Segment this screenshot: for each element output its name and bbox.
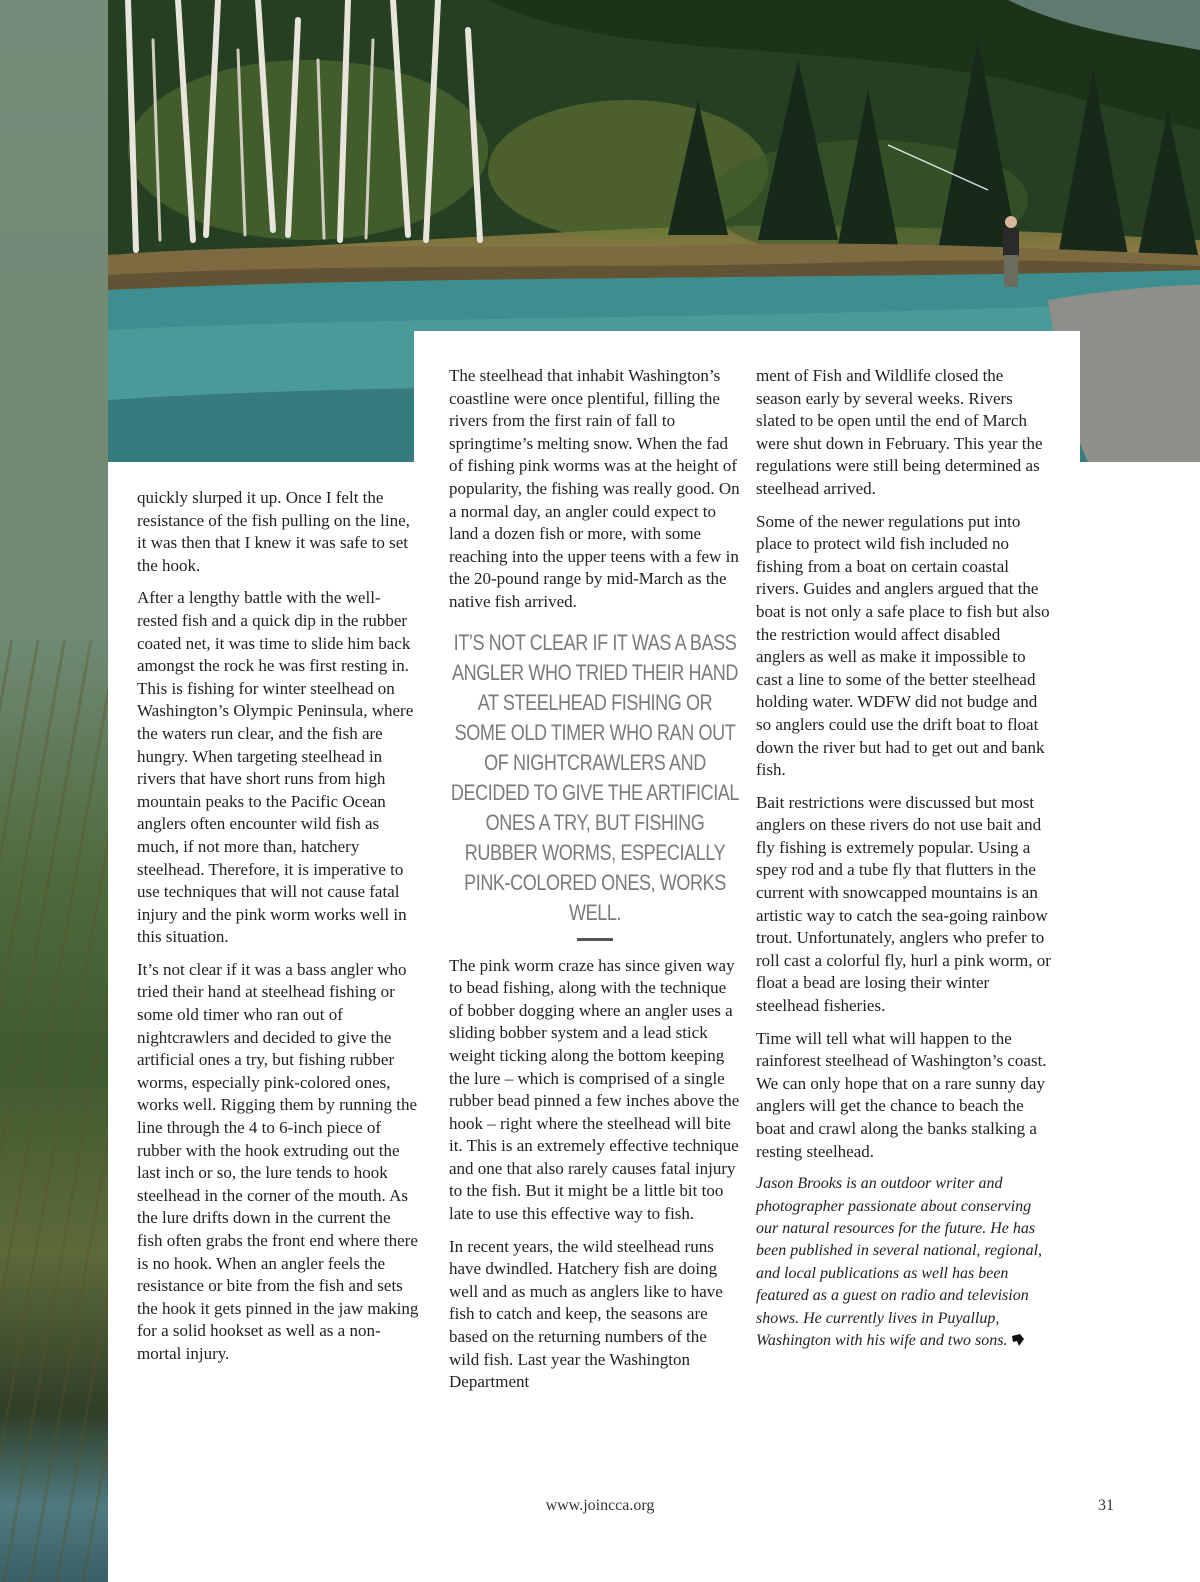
article-paragraph: In recent years, the wild steelhead runs have dwindled. Hatchery fish are doing well and as much as anglers like to have fish to catch and keep, the seasons are based on the returning numbers of the wild fish. Last year the Washington Department <box>449 1236 723 1392</box>
article-paragraph: Some of the newer regulations put into place to protect wild fish included no fishing from a boat on certain coastal rivers. Guides and anglers argued that the boat is not only a safe place to fish but also the restriction would affect disabled anglers as well as make it impossible to cast a line to some of the better steelhead holding water. WDFW did not budge and so anglers could use the drift boat to float down the river but had to get out and bank fish. <box>756 511 1050 780</box>
author-bio <box>756 1173 1052 1352</box>
article-paragraph: It’s not clear if it was a bass angler who tried their hand at steelhead fishing or some old timer who ran out of nightcrawlers and decided to give the artificial ones a try, but fishing rubber worms, especially pink-colored ones, works well. Rigging them by running the line through the 4 to 6-inch piece of rubber with the hook extruding out the last inch or so, the lure tends to hook steelhead in the corner of the mouth. As the lure drifts down in the current the fish often grabs the front end where there is no hook. When an angler feels the resistance or bite from the fish and sets the hook it gets pinned in the jaw making for a solid hookset as well as a non-mortal injury. <box>137 959 419 1363</box>
end-mark-icon <box>1011 1333 1025 1347</box>
left-forest-photo <box>0 640 108 1582</box>
article-paragraph: The pink worm craze has since given way to bead fishing, along with the technique of bobber dogging where an angler uses a sliding bobber system and a lead stick weight ticking along the bottom keeping the lure – which is comprised of a single rubber bead pinned a few inches above the hook – right where the steelhead will bite it. This is an extremely effective technique and one that also rarely causes fatal injury to the fish. But it might be a little bit too late to use this effective way to fish. <box>449 955 740 1224</box>
article-column-1 <box>137 487 419 1376</box>
author-bio-text: Jason Brooks is an outdoor writer and photographer passionate about conserving our natural resources for the future. He has been published in several national, regional, and local publications as well has been featured as a guest on radio and television shows. He currently lives in Puyallup, Washington with his wife and two sons. <box>756 1175 1043 1350</box>
pull-quote-divider <box>577 938 613 941</box>
article-column-3 <box>756 365 1052 1362</box>
pull-quote: IT’S NOT CLEAR IF IT WAS A BASS ANGLER WHO TRIED THEIR HAND AT STEELHEAD FISHING OR SOME OLD TIMER WHO RAN OUT OF NIGHTCRAWLERS AND DECIDED TO GIVE THE ARTIFICIAL ONES A TRY, BUT FISHING RUBBER WORMS, ESPECIALLY PINK-COLORED ONES, WORKS WELL. <box>450 629 740 925</box>
article-paragraph: Time will tell what will happen to the rainforest steelhead of Washington’s coast. We can only hope that on a rare sunny day anglers will get the chance to beach the boat and crawl along the banks stalking a resting steelhead. <box>756 1028 1047 1161</box>
article-paragraph: After a lengthy battle with the well-rested fish and a quick dip in the rubber coated net, it was time to slide him back amongst the rock he was first resting in. This is fishing for winter steelhead on Washington’s Olympic Peninsula, where the waters run clear, and the fish are hungry. When targeting steelhead in rivers that have short runs from high mountain peaks to the Pacific Ocean anglers often encounter wild fish as much, if not more than, hatchery steelhead. Therefore, it is imperative to use techniques that will not cause fatal injury and the pink worm works well in this situation. <box>137 588 414 947</box>
footer-url: www.joincca.org <box>545 1497 655 1514</box>
page-number: 31 <box>1098 1497 1114 1514</box>
article-paragraph: The steelhead that inhabit Washington’s coastline were once plentiful, filling the rivers from the first rain of fall to springtime’s melting snow. When the fad of fishing pink worms was at the height of popularity, the fishing was really good. On a normal day, an angler could expect to land a dozen fish or more, with some reaching into the upper teens with a few in the 20-pound range by mid-March as the native fish arrived. <box>449 366 740 611</box>
article-paragraph: ment of Fish and Wildlife closed the season early by several weeks. Rivers slated to be open until the end of March were shut down in February. This year the regulations were still being determined as steelhead arrived. <box>756 366 1043 498</box>
article-paragraph: quickly slurped it up. Once I felt the resistance of the fish pulling on the line, it was then that I knew it was safe to set the hook. <box>137 488 410 575</box>
article-column-2 <box>449 365 741 1404</box>
article-paragraph: Bait restrictions were discussed but most anglers on these rivers do not use bait and fly fishing is extremely popular. Using a spey rod and a tube fly that flutters in the current with snowcapped mountains is an artistic way to catch the sea-going rainbow trout. Unfortunately, anglers who prefer to roll cast a colorful fly, hurl a pink worm, or float a bead are losing their winter steelhead fisheries. <box>756 792 1051 1016</box>
